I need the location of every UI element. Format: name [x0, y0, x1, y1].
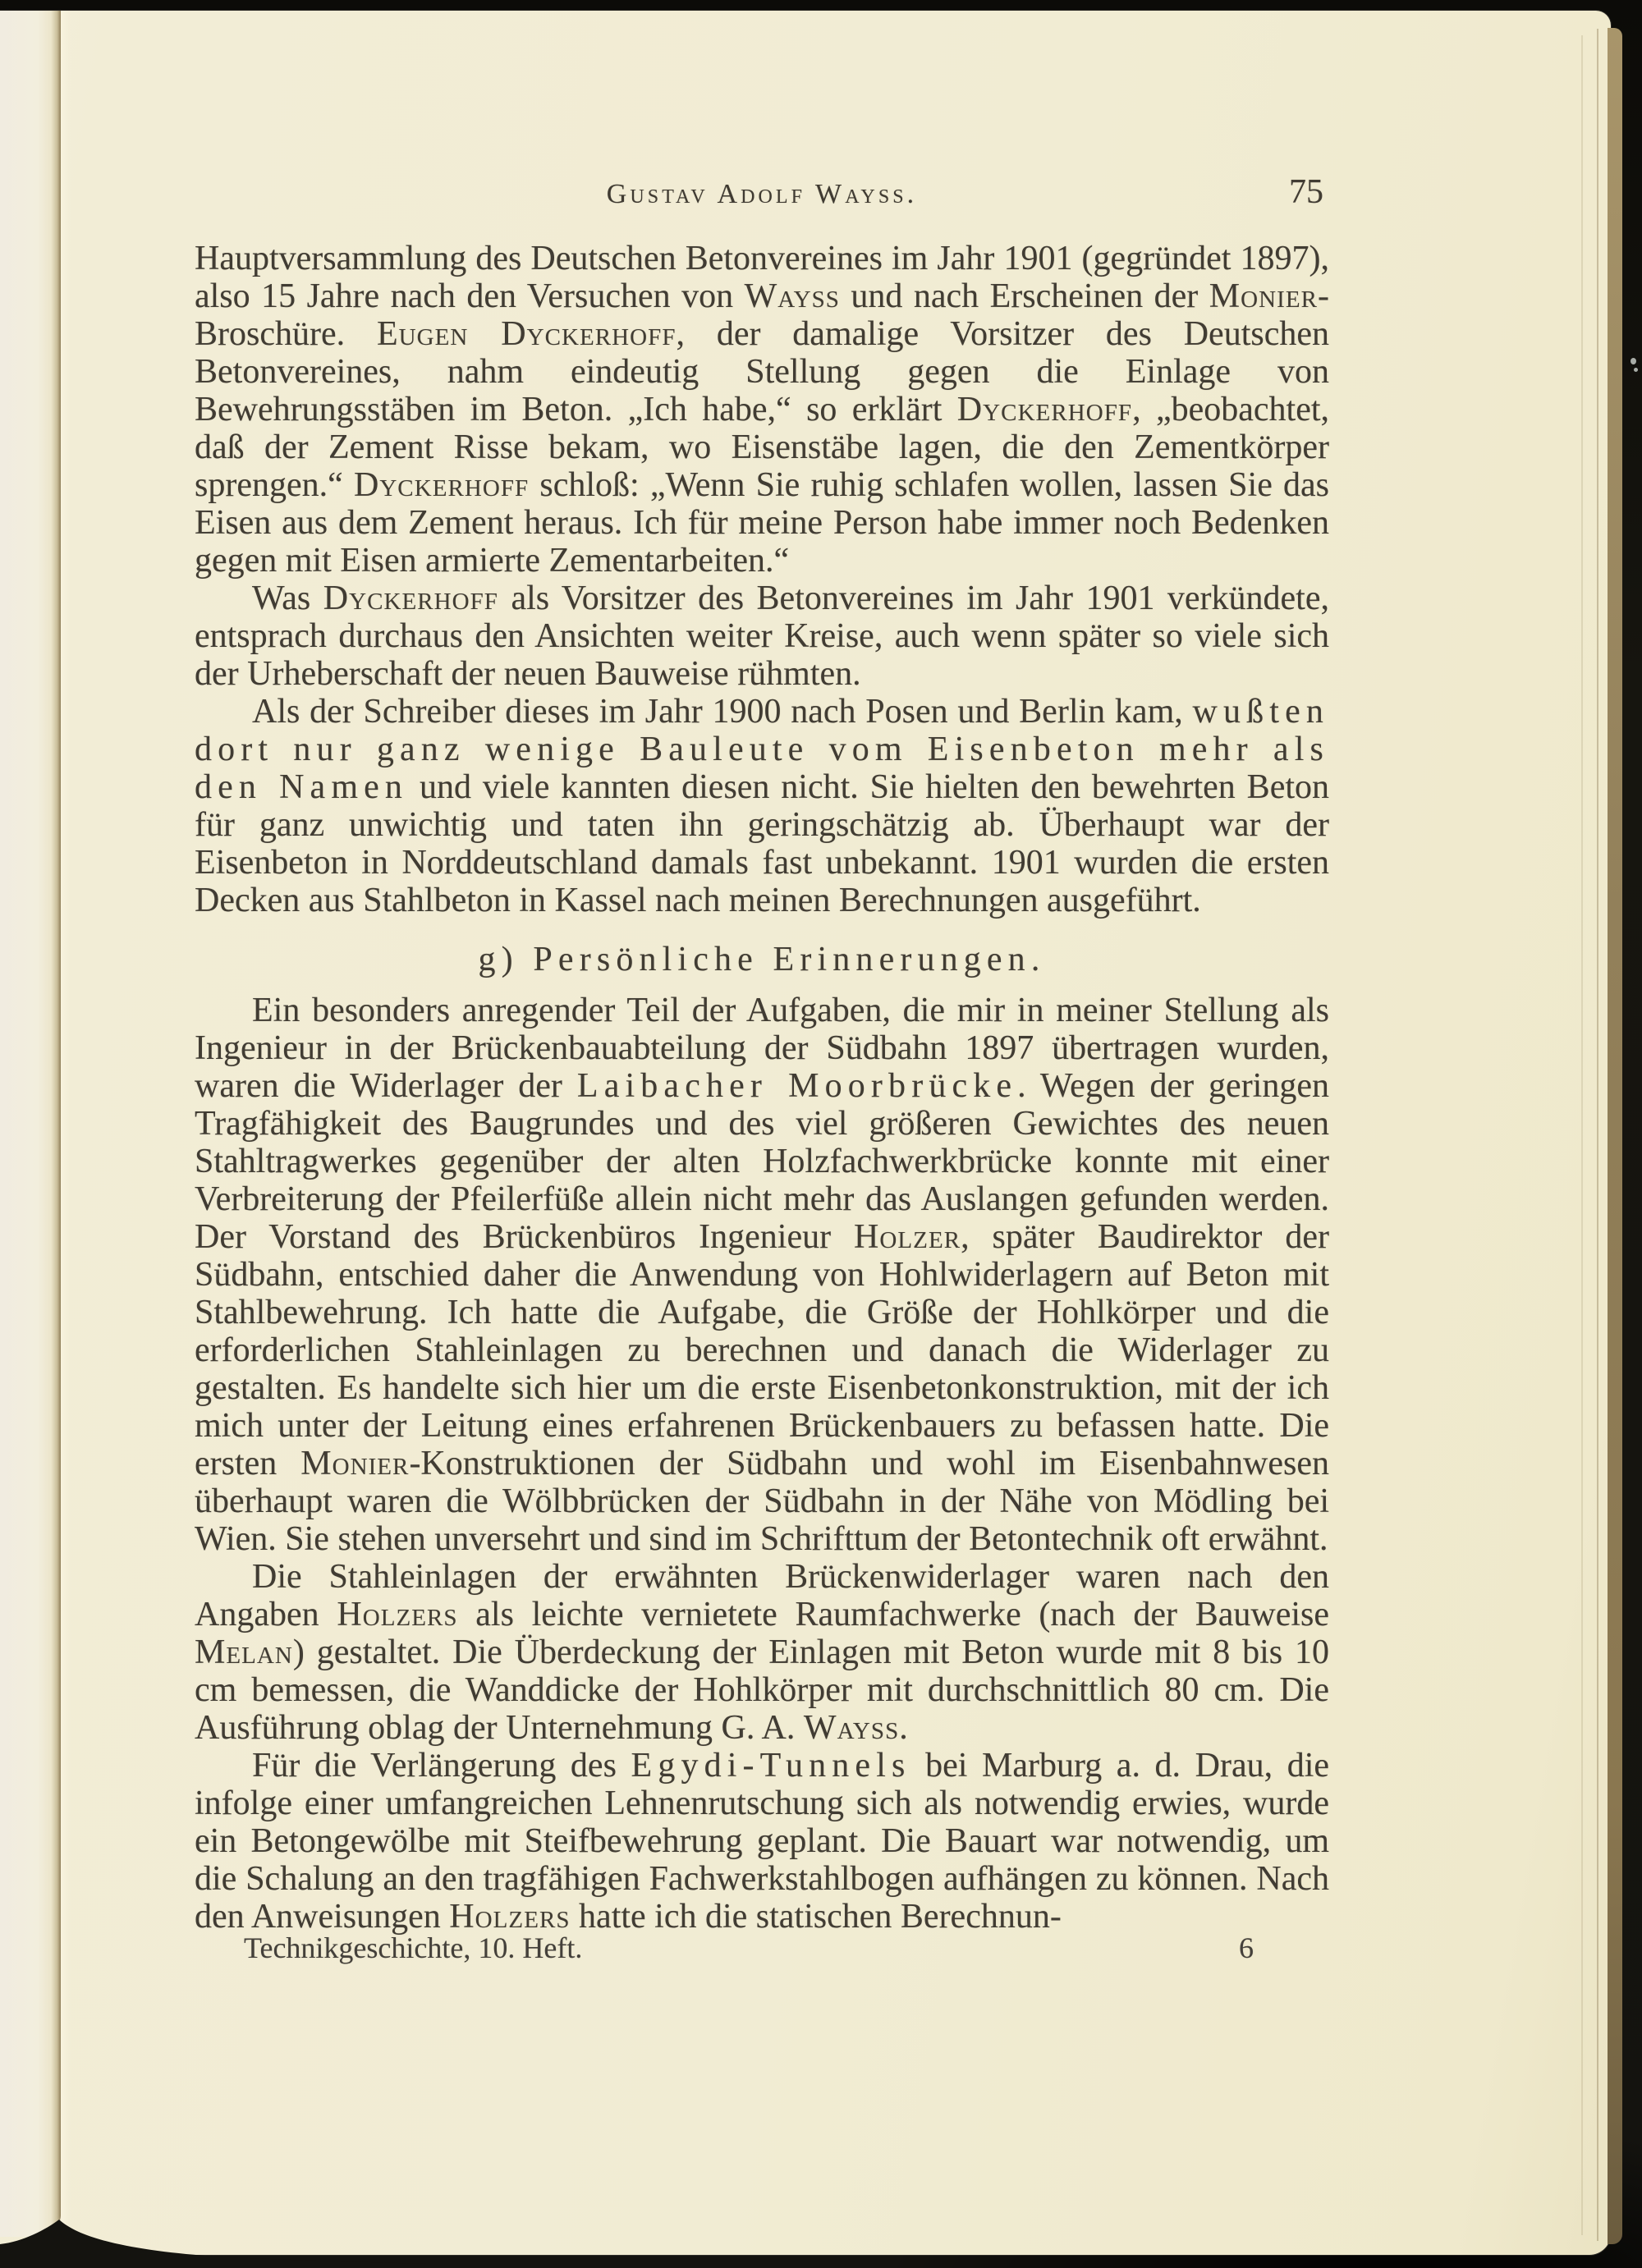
text-segment: ) gestaltet. Die Überdeckung der Einlagen mit Beton wurde mit 8 bis 10 cm bemessen, die Wanddicke der Hohlkörper mit durchschnittlich 80 cm. Die Ausführung oblag der Unternehmung G. A. — [195, 1633, 1329, 1747]
text-body — [195, 240, 1329, 1936]
text-segment: Für die Verlängerung des — [252, 1747, 631, 1785]
text-segment: . — [899, 1709, 908, 1747]
gutter-fold-highlight — [61, 11, 71, 2237]
text-segment: Wayss — [803, 1709, 900, 1747]
text-segment: Monier — [300, 1445, 410, 1482]
text-segment: -Broschüre. — [195, 277, 1329, 353]
text-segment: Als der Schreiber dieses im Jahr 1900 nach Posen und Berlin kam, — [252, 693, 1193, 731]
text-segment: als Vorsitzer des Betonvereines im Jahr 1901 verkündete, entsprach durchaus den Ansichten weiter Kreise, auch wenn später so viele sich der Urheberschaft der neuen Bauweise rühmten. — [195, 580, 1329, 693]
page-stack-line — [1581, 35, 1583, 2235]
page-footer — [195, 1931, 1329, 1965]
text-segment: Was — [252, 580, 323, 617]
text-segment: , der damalige Vorsitzer des Deutschen Betonvereines, nahm eindeutig Stellung gegen die Einlage von Bewehrungsstäben im Beton. „Ich habe,“ so erklärt — [195, 315, 1329, 428]
text-segment: Holzer — [854, 1218, 961, 1256]
text-segment: Wayss — [744, 277, 840, 315]
footer-signature-number: 6 — [1239, 1931, 1254, 1964]
text-segment: Egydi-Tunnels — [631, 1747, 911, 1785]
text-segment: Holzers — [337, 1596, 458, 1633]
paragraph — [195, 240, 1329, 580]
page-block-edge — [1608, 28, 1622, 2244]
section-heading — [195, 941, 1329, 978]
page-number: 75 — [1289, 173, 1323, 211]
text-segment: . Wegen der geringen Tragfähigkeit des Baugrundes und des viel größeren Gewichtes des neuen Stahltragwerkes gegenüber der alten Holzfachwerkbrücke konnte mit einer Verbreiterung der Pfeilerfüße allein nicht mehr das Auslangen gefunden werden. Der Vorstand des Brückenbüros Ingenieur — [195, 1067, 1329, 1256]
binding-shadow — [0, 2206, 427, 2268]
dust-speck — [1631, 358, 1636, 364]
text-segment: , „beobachtet, daß der Zement Risse bekam, wo Eisenstäbe lagen, die den Zementkörper sprengen.“ — [195, 391, 1329, 504]
running-header-title: Gustav Adolf Wayss. — [606, 179, 918, 209]
text-segment: Hauptversammlung des Deutschen Betonvereines im Jahr 1901 (gegründet 1897), also 15 Jahre nach den Versuchen von — [195, 240, 1329, 315]
text-segment: Laibacher Moorbrücke — [576, 1067, 1018, 1105]
text-segment: Monier — [1209, 277, 1318, 315]
text-segment: hatte ich die statischen Berechnun- — [570, 1898, 1062, 1936]
text-segment: und nach Erscheinen der — [839, 277, 1209, 315]
text-segment: Dyckerhoff — [353, 466, 530, 504]
text-segment: Ein besonders anregender Teil der Aufgaben, die mir in meiner Stellung als Ingenieur in der Brückenbauabteilung der Südbahn 1897 übertragen wurden, waren die Widerlager der — [195, 992, 1329, 1105]
gutter-margin — [0, 11, 61, 2237]
text-segment: schloß: „Wenn Sie ruhig schlafen wollen, lassen Sie das Eisen aus dem Zement heraus. Ich für meine Person habe immer noch Bedenken gegen mit Eisen armierte Zementarbeiten.“ — [195, 466, 1329, 580]
footer-imprint: Technikgeschichte, 10. Heft. — [244, 1931, 583, 1964]
text-segment: Die Stahleinlagen der erwähnten Brückenwiderlager waren nach den Angaben — [195, 1558, 1329, 1633]
text-segment: Dyckerhoff — [323, 580, 498, 617]
paragraph — [195, 992, 1329, 1558]
text-segment: wußten dort nur ganz wenige Bauleute vom Eisenbeton mehr als den Namen — [195, 693, 1329, 806]
paragraph — [195, 1747, 1329, 1936]
text-segment: Dyckerhoff — [956, 391, 1133, 428]
text-segment: Melan — [195, 1633, 293, 1671]
paragraph — [195, 693, 1329, 919]
paragraph — [195, 580, 1329, 693]
page-stack-line — [1597, 29, 1598, 2241]
text-segment: Eugen Dyckerhoff — [376, 315, 677, 353]
dust-speck — [1634, 368, 1638, 372]
text-segment: -Konstruktionen der Südbahn und wohl im Eisenbahnwesen überhaupt waren die Wölbbrücken der Südbahn in der Nähe von Mödling bei Wien. Sie stehen unversehrt und sind im Schrifttum der Betontechnik oft erwähnt. — [195, 1445, 1329, 1558]
text-segment: und viele kannten diesen nicht. Sie hielten den bewehrten Beton für ganz unwichtig und taten ihn geringschätzig ab. Überhaupt war der Eisenbeton in Norddeutschland damals fast unbekannt. 1901 wurden die ersten Decken aus Stahlbeton in Kassel nach meinen Berechnungen ausgeführt. — [195, 768, 1329, 919]
paragraph — [195, 1558, 1329, 1747]
text-segment: bei Marburg a. d. Drau, die infolge einer umfangreichen Lehnenrutschung sich als notwendig erwies, wurde ein Betongewölbe mit Steifbewehrung geplant. Die Bauart war notwendig, um die Schalung an den tragfähigen Fachwerkstahlbogen aufhängen zu können. Nach den Anweisungen — [195, 1747, 1330, 1936]
text-segment: Holzers — [449, 1898, 571, 1936]
text-segment: , später Baudirektor der Südbahn, entschied daher die Anwendung von Hohlwiderlagern auf Beton mit Stahlbewehrung. Ich hatte die Aufgabe, die Größe der Hohlkörper und die erforderlichen Stahleinlagen zu berechnen und danach die Widerlager zu gestalten. Es handelte sich hier um die erste Eisenbetonkonstruktion, mit der ich mich unter der Leitung eines erfahrenen Brückenbauers zu befassen hatte. Die ersten — [195, 1218, 1329, 1482]
text-segment: als leichte vernietete Raumfachwerke (nach der Bauweise — [457, 1596, 1329, 1633]
text-segment: g) Persönliche Erinnerungen. — [478, 941, 1046, 978]
